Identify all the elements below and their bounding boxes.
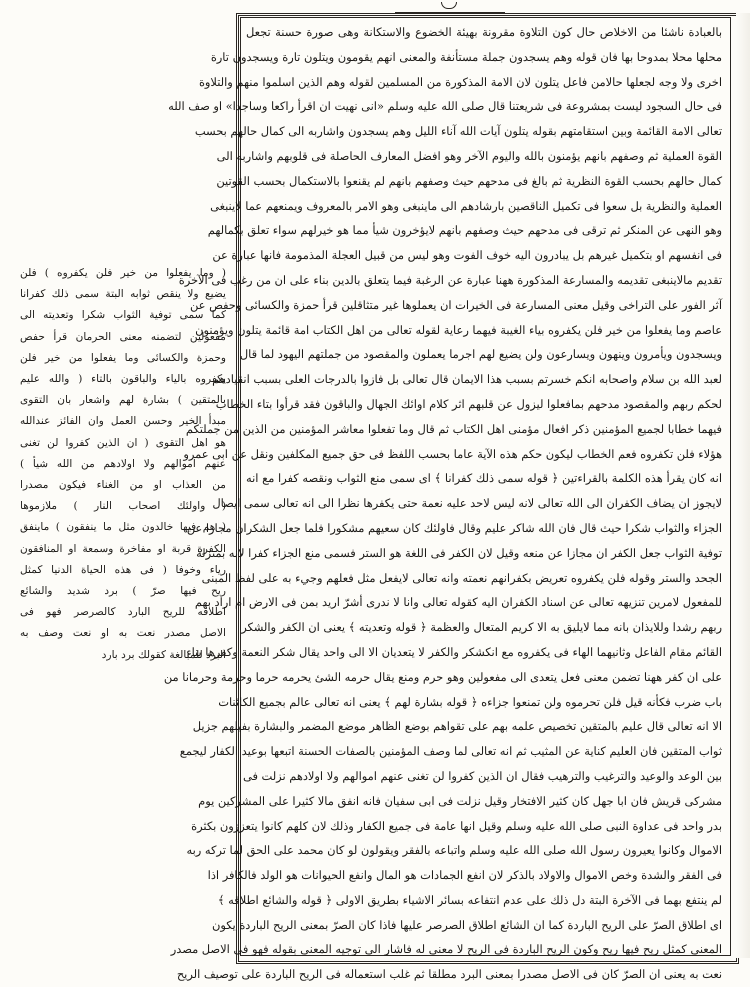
margin-note-line: رياء وخوفا ( فى هذه الحياة الدنيا كمثل (20, 563, 226, 576)
main-text-line: لحكم ربهم والمقصود مدحهم بمافعلوا ليزول عن قلبهم اثر كلام اوائك الجهال والباقون فقد قرأوا بتاء الخطاب (215, 396, 722, 411)
main-text-line: اى اطلاق الصرّ على الريح الباردة كما ان الشائع اطلاق الصرصر عليها فاذا كان الصرّ بمعنى الريح الباردة يكون (212, 917, 722, 932)
main-text-line: فيهما خطابا لجميع المؤمنين ذكر افعال مؤمنى اهل الكتاب ثم قال وما تفعلوا معاشر المؤمنين من الذين من جملتكم (185, 421, 722, 436)
main-text-line: كمال حالهم بحسب القوة النظرية ثم بالغ فى مدحهم حيث وصفهم بانهم لم يقنعوا بالاستكمال بحسب القوتين (216, 173, 722, 188)
main-text-line: بالعبادة ناشئا من الاخلاص حال كون التلاوة مقرونة بهيئة الخضوع والاستكانة وهى صورة حسنة تجعل (246, 25, 722, 39)
main-text-line: القوة العملية ثم وصفهم بانهم يؤمنون بالله واليوم الآخر وهو افضل المعارف الحاصلة فى قلوبهم واشاربه الى (216, 148, 722, 163)
margin-note-line: مبدأ الخير وحسن العمل وان الفائز عندالله (20, 415, 226, 428)
margin-note-line: وحمزة والكسائى وما يفعلوا من خير فلن (20, 351, 226, 364)
margin-note-line: الكفرة قربة او مفاخرة وسمعة او المنافقون (20, 542, 226, 555)
main-text-line: لعبد الله بن سلام واصحابه انكم خسرتم بسبب هذا الايمان قال تعالى بل فازوا بالدرجات العلى بسبب انقيادهم (212, 372, 722, 387)
main-text-line: الجحد والستر وقوله فلن يكفروه تعريض بكفرانهم نعمته وانه تعالى لايفعل مثل فعلهم وجيء به على لفظ المبنى (201, 570, 722, 585)
margin-note-line: الاصل مصدر نعت به او نعت وصف به (20, 627, 226, 640)
main-text-line: نعت به يعنى ان الصرّ كان فى الاصل مصدرا بمعنى البرد مطلقا ثم غلب استعماله فى الريح الباردة على توصيف الريح (176, 967, 722, 982)
main-text-line: المعنى كمثل ريح فيها ريح وكون الريح الباردة فى الريح لا معنى له فاشار الى توجيه المعنى بقوله فهو فى الاصل مصدر (170, 942, 722, 957)
margin-note-line: ( هم فيها خالدون مثل ما ينفقون ) ماينفق (20, 521, 226, 534)
main-text-line: لم ينتفع بهما فى الآخرة البتة دل ذلك على عدم انتفاعه بسائر الاشياء بطريق الاولى ﴿ قوله والشائع اطلاقه ﴾ (217, 892, 722, 907)
main-text-line: فى انفسهم او بتكميل غيرهم بل يبادرون اليه خوف الفوت وهو ليس من قبيل العجلة المذمومة فانها عبارة عن (212, 248, 722, 263)
main-text-line: هؤلاء فلن تكفروه فعم الخطاب ليكون حكم هذه الآية عاما بحسب اللفظ فى حق جميع المكلفين ونقل عن ابى عمرو (183, 446, 722, 461)
margin-note-line: هو اهل التقوى ( ان الذين كفروا لن تغنى (20, 436, 226, 449)
main-text-line: ويسجدون ويأمرون وينهون ويسارعون ولن يضيع لهم اجرما يعملون والمقصود من جملتهم اليهود لما قال (239, 347, 722, 362)
page-edge (736, 13, 750, 958)
main-text-line: الاموال وكانوا يعيرون رسول الله صلى الله عليه وسلم واتباعه بالفقر ويقولون لو كان محمد على الحق لما تركه ربه (186, 843, 722, 858)
margin-note-line: ريح فيها صرّ ) برد شديد والشائع (20, 585, 226, 598)
main-text-line: تقديم مالاينبغى تقديمه والمسارعة المذكورة ههنا عبارة عن الرغبة فيما يتعلق بالدين بناء على ان من رغب فى الآخرة (178, 272, 722, 287)
main-text-line: بين الوعد والوعيد والترغيب والترهيب فقال ان الذين كفروا لن تغنى عنهم اموالهم ولا اولادهم نزلت فى (242, 768, 722, 783)
margin-note-line: ( واولئك اصحاب النار ) ملازموها (20, 500, 226, 513)
main-text-line: الجزاء والثواب شكرا حيث قال فان الله شاكر عليم وقال فاولئك كان سعيهم مشكورا فلما جعل الشكران مجازا عن (186, 520, 722, 535)
margin-note-line: يكفروه بالياء والباقون بالتاء ( والله عليم (20, 373, 226, 386)
main-text-line: الا انه تعالى قال عليم بالمتقين تخصيص علمه بهم على تقواهم بوضع الظاهر موضع المضمر والبشارة بفيلهم جزيل (192, 719, 722, 734)
main-text-line: العملية والنظرية بل سعوا فى تكميل الناقصين بارشادهم الى ماينبغى وهو الامر بالمعروف ويمنعهم عما لاينبغى (210, 198, 722, 213)
main-text-line: اخرى ولا وجه لجعلها حالامن فاعل يتلون لان الامة المذكورة من المسلمين لقوله وهم الذين اسلموا منهم والتلاوة (198, 74, 722, 89)
main-text-line: عاصم وما يفعلوا من خير فلن يكفروه بياء الغيبة فيهما رعاية لقوله تعالى من اهل الكتاب امة قائمة يتلون ويؤمنون (195, 322, 722, 337)
main-text-line: انه كان يقرأ هذه الكلمة بالقراءتين ﴿ قوله سمى ذلك كفرانا ﴾ اى سمى منع الثواب ونقصه كفرا مع انه (246, 471, 722, 486)
margin-tafsir-note (20, 263, 226, 685)
main-text-line: على ان كفر ههنا تضمن معنى فعل يتعدى الى مفعولين وهو حرم ومنع يقال حرمه الشئ يحرمه حرما وحرمة وحرمانا من (163, 669, 722, 684)
margin-note-line: بالمتقين ) بشارة لهم واشعار بان التقوى (20, 394, 226, 407)
main-text-line: مشركى قريش فان ابا جهل كان كثير الافتخار وقيل نزلت فى ابى سفيان فانه انفق مالا كثيرا على المشركين يوم (198, 793, 722, 808)
main-text-line: لايجوز ان يضاف الكفران الى الله تعالى لانه ليس لاحد عليه نعمة حتى يكفرها نظرا الى انه تعالى سمى ايصال (212, 496, 722, 511)
margin-note-line: عنهم اموالهم ولا اولادهم من الله شيأ ) (20, 457, 226, 470)
main-text-line: تعالى الامة القائمة وبين استقامتهم بقوله يتلون آيات الله آناء الليل وهم يسجدون واشاربه الى كمال حالهم بحسب (194, 124, 722, 139)
main-text-line: محلها محلا بمدوحا بها فان قوله وهم يسجدون جملة مستأنفة والمعنى انهم يقومون ويتلون تارة ويسجدون تارة (210, 49, 722, 64)
main-text-line: باب ضرب فكأنه قيل فلن تحرموه ولن تمنعوا جزاءه ﴿ قوله بشارة لهم ﴾ يعنى انه تعالى عالم بجميع الكائنات (218, 694, 722, 709)
main-text-line: آثر الفور على التراخى وقيل معنى المسارعة فى الخيرات ان يعملوها غير متثاقلين قرأ حمزة والكسائى وحفص عن (190, 297, 722, 312)
main-text-line: ربهم رشدا وللايذان بانه مما لايليق به الا كريم المتعال والعظمة ﴿ قوله وتعديته ﴾ يعنى ان الكفر والشكر (241, 620, 722, 635)
main-text-line: فى حال السجود ليست بمشروعة فى شريعتنا قال صلى الله عليه وسلم «انى نهيت ان اقرأ راكعا وساجدا» او صف الله (168, 99, 722, 114)
margin-note-line: من العذاب او من الغناء فيكون مصدرا (20, 479, 226, 492)
main-text-line: بدر واحد فى عداوة النبى صلى الله عليه وسلم وقيل انها عامة فى جميع الكفار وذلك لان كلهم كانوا يتعززون بكثرة (191, 818, 722, 833)
margin-note-line: ( وما يفعلوا من خير فلن يكفروه ) فلن (20, 267, 226, 279)
main-text-line: وهو النهى عن المنكر ثم ترقى فى مدحهم حيث وصفهم بانهم لايؤخرون شيأ مما هو خيرلهم سواء تعلق بكمالهم (207, 223, 722, 238)
margin-note-line: البرد للمبالغة كقولك برد بارد (101, 648, 226, 661)
page-top-ornament (395, 0, 505, 13)
margin-note-line: اطلاقه للريح البارد كالصرصر فهو فى (20, 606, 226, 619)
margin-note-line: كما سمى توفية الثواب شكرا وتعديته الى (20, 309, 226, 322)
margin-note-line: يضيع ولا ينقص ثوابه البتة سمى ذلك كفرانا (20, 288, 226, 301)
margin-note-line: مفعولين لتضمنه معنى الحرمان قرأ حفص (20, 330, 226, 343)
main-text-line: ثواب المتقين فان العليم كناية عن المثيب ثم انه تعالى لما وصف المؤمنين بالصفات الحسنة اتبعها بوعيد الكفار ليجمع (179, 744, 722, 759)
main-text-line: توفية الثواب جعل الكفر ان مجازا عن منعه وقيل لان الكفر فى اللغة هو الستر فسمى منع الجزاء كفرا لانه بمنزلة (196, 545, 722, 560)
main-text-line: القائم مقام الفاعل وثانيهما الهاء فى يكفروه مع انكشكر والكفر لا يتعديان الا الى واحد يقال شكر النعمة وكفرها بناء (186, 644, 722, 659)
main-text-line: للمفعول لامرين تنزيهه تعالى عن اسناد الكفران اليه كقوله تعالى وانا لا ندرى أشرّ اريد بمن فى الارض ام اراد بهم (194, 595, 722, 610)
main-text-line: فى الفقر والشدة وخص الاموال والاولاد بالذكر لان انفع الجمادات هو المال وانفع الحيوانات هو الولد فالكافر اذا (207, 868, 722, 883)
